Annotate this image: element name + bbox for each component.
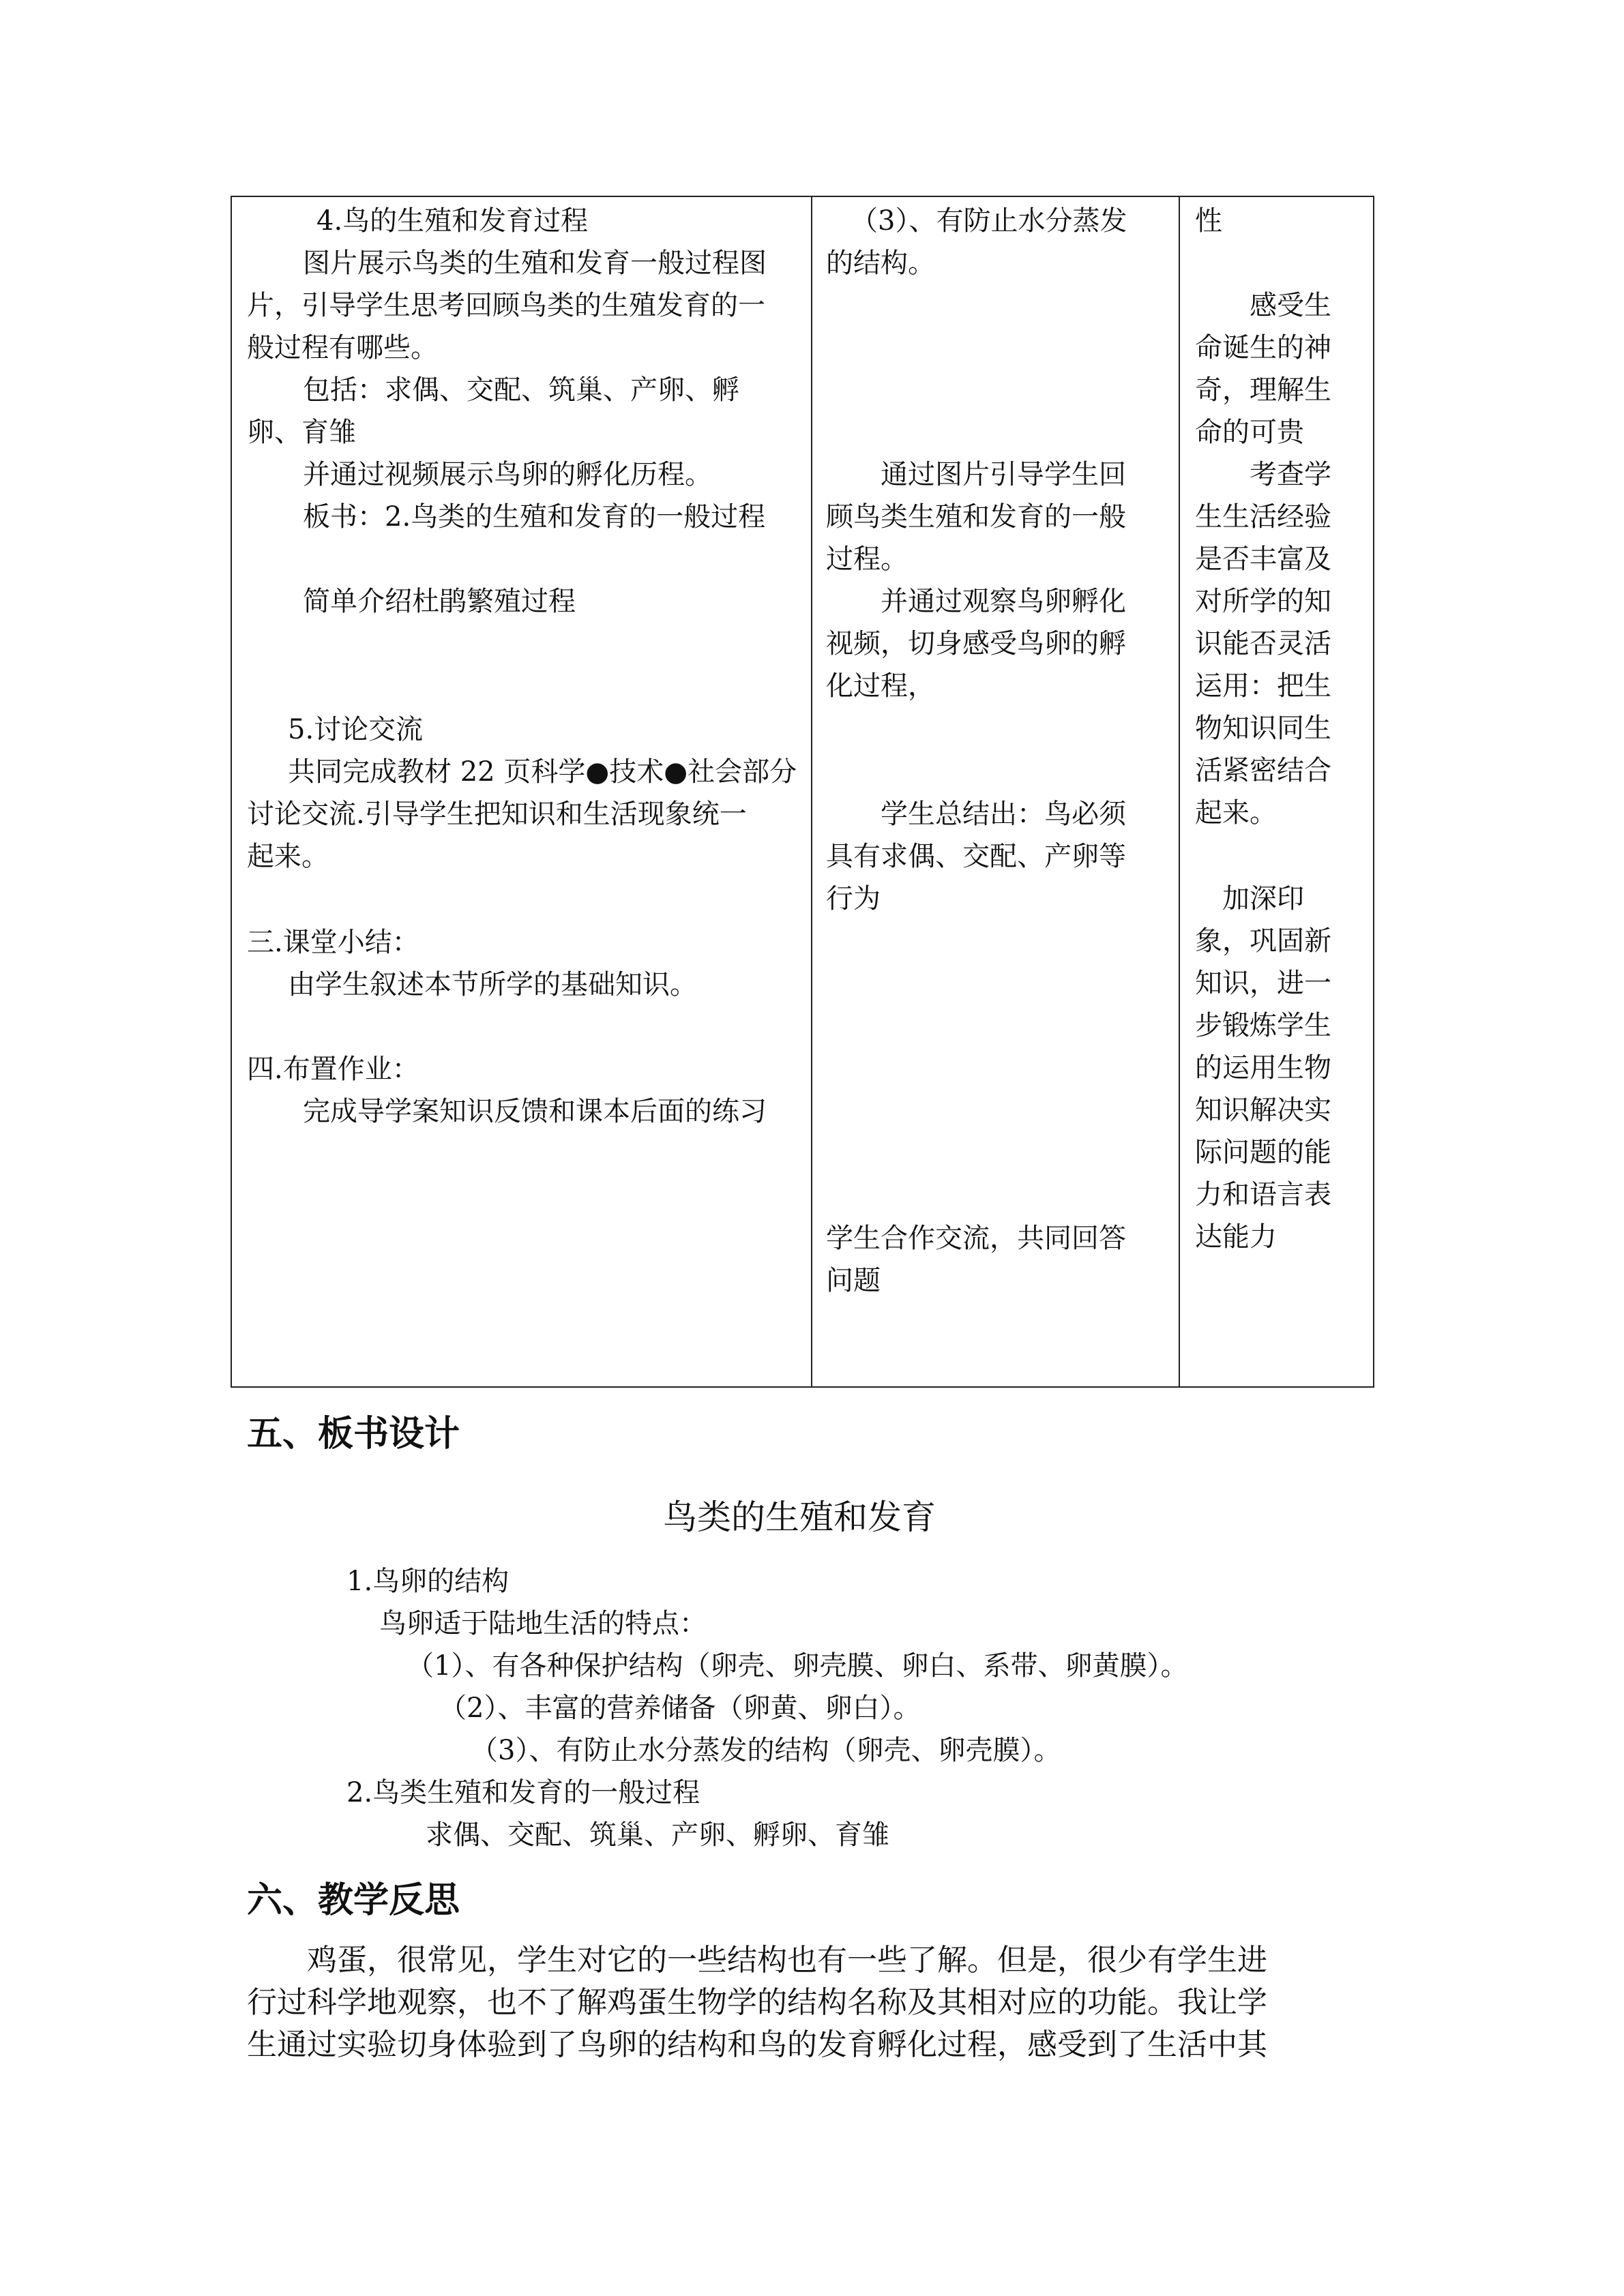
table-text-line: 的运用生物 <box>1195 1052 1331 1084</box>
table-text-line: 讨论交流.引导学生把知识和生活现象统一 <box>247 799 747 830</box>
section-heading-reflection: 六、教学反思 <box>247 1880 460 1921</box>
board-line: 求偶、交配、筑巢、产卵、孵卵、育雏 <box>426 1819 889 1851</box>
table-text-line: 考查学 <box>1250 459 1331 490</box>
table-text-line: 通过图片引导学生回 <box>881 459 1126 490</box>
board-title: 鸟类的生殖和发育 <box>663 1497 936 1537</box>
table-text-line: 四.布置作业： <box>247 1054 419 1085</box>
table-text-line: 学生总结出：鸟必须 <box>881 799 1126 830</box>
board-line: 1.鸟卵的结构 <box>346 1566 510 1597</box>
table-text-line: 由学生叙述本节所学的基础知识。 <box>288 969 697 1000</box>
table-text-line: 命诞生的神 <box>1195 332 1331 363</box>
reflection-line: 生通过实验切身体验到了鸟卵的结构和鸟的发育孵化过程，感受到了生活中其 <box>247 2027 1267 2062</box>
table-text-line: 视频，切身感受鸟卵的孵 <box>826 628 1126 659</box>
table-text-line: 性 <box>1195 205 1222 237</box>
table-text-line: 三.课堂小结： <box>247 927 419 958</box>
table-text-line: 是否丰富及 <box>1195 543 1331 575</box>
table-text-line: 活紧密结合 <box>1195 755 1331 786</box>
table-text-line: 奇，理解生 <box>1195 374 1331 406</box>
table-text-line: 过程。 <box>826 543 908 575</box>
table-text-line: 命的可贵 <box>1195 417 1304 448</box>
table-text-line: 并通过观察鸟卵孵化 <box>881 586 1126 617</box>
table-text-line: 并通过视频展示鸟卵的孵化历程。 <box>303 459 712 490</box>
table-text-line: 的结构。 <box>826 248 935 279</box>
student-activity-cell <box>812 197 1177 1386</box>
board-line: 鸟卵适于陆地生活的特点： <box>379 1608 707 1639</box>
table-text-line: 力和语言表 <box>1195 1179 1331 1210</box>
table-text-line: 知识，进一 <box>1195 968 1331 999</box>
table-text-line: 行为 <box>826 883 881 914</box>
table-text-line: 感受生 <box>1250 290 1331 321</box>
table-text-line: 际问题的能 <box>1195 1137 1331 1168</box>
table-text-line: 5.讨论交流 <box>288 714 424 745</box>
table-text-line: 物知识同生 <box>1195 713 1331 744</box>
table-text-line: （3）、有防止水分蒸发 <box>851 205 1127 237</box>
table-text-line: 加深印 <box>1222 883 1304 914</box>
table-text-line: 对所学的知 <box>1195 586 1331 617</box>
table-text-line: 4.鸟的生殖和发育过程 <box>316 205 589 237</box>
board-line: 2.鸟类生殖和发育的一般过程 <box>346 1777 700 1808</box>
teacher-activity-cell <box>232 197 811 1386</box>
reflection-line: 行过科学地观察，也不了解鸡蛋生物学的结构名称及其相对应的功能。我让学 <box>247 1985 1267 2020</box>
table-text-line: 卵、育雏 <box>247 417 356 448</box>
table-text-line: 象，巩固新 <box>1195 925 1331 957</box>
table-text-line: 生生活经验 <box>1195 501 1331 533</box>
design-intent-cell <box>1180 197 1373 1386</box>
board-line: （1）、有各种保护结构（卵壳、卵壳膜、卵白、系带、卵黄膜）。 <box>407 1650 1188 1682</box>
table-text-line: 包括：求偶、交配、筑巢、产卵、孵 <box>303 374 739 406</box>
section-heading-board-design: 五、板书设计 <box>247 1414 460 1455</box>
table-text-line: 化过程， <box>826 670 935 702</box>
board-line: （3）、有防止水分蒸发的结构（卵壳、卵壳膜）。 <box>471 1735 1061 1766</box>
table-text-line: 运用：把生 <box>1195 670 1331 702</box>
table-text-line: 起来。 <box>1195 797 1277 829</box>
table-text-line: 完成导学案知识反馈和课本后面的练习 <box>303 1096 767 1127</box>
reflection-line: 鸡蛋，很常见，学生对它的一些结构也有一些了解。但是，很少有学生进 <box>307 1943 1267 1978</box>
table-text-line: 问题 <box>826 1265 881 1296</box>
table-text-line: 步锻炼学生 <box>1195 1010 1331 1041</box>
table-text-line: 般过程有哪些。 <box>247 332 438 363</box>
board-line: （2）、丰富的营养储备（卵黄、卵白）。 <box>439 1693 921 1724</box>
table-text-line: 学生合作交流，共同回答 <box>826 1223 1126 1254</box>
table-text-line: 简单介绍杜鹃繁殖过程 <box>303 586 576 617</box>
table-text-line: 板书：2.鸟类的生殖和发育的一般过程 <box>303 501 766 533</box>
table-text-line: 达能力 <box>1195 1221 1277 1253</box>
table-text-line: 图片展示鸟类的生殖和发育一般过程图 <box>303 248 767 279</box>
table-text-line: 共同完成教材 22 页科学●技术●社会部分 <box>288 756 797 788</box>
table-text-line: 识能否灵活 <box>1195 628 1331 659</box>
table-text-line: 具有求偶、交配、产卵等 <box>826 841 1126 872</box>
table-text-line: 片，引导学生思考回顾鸟类的生殖发育的一 <box>247 290 765 321</box>
lesson-process-table <box>231 196 1374 1388</box>
table-text-line: 起来。 <box>247 841 329 872</box>
table-text-line: 顾鸟类生殖和发育的一般 <box>826 501 1126 533</box>
table-text-line: 知识解决实 <box>1195 1094 1331 1126</box>
